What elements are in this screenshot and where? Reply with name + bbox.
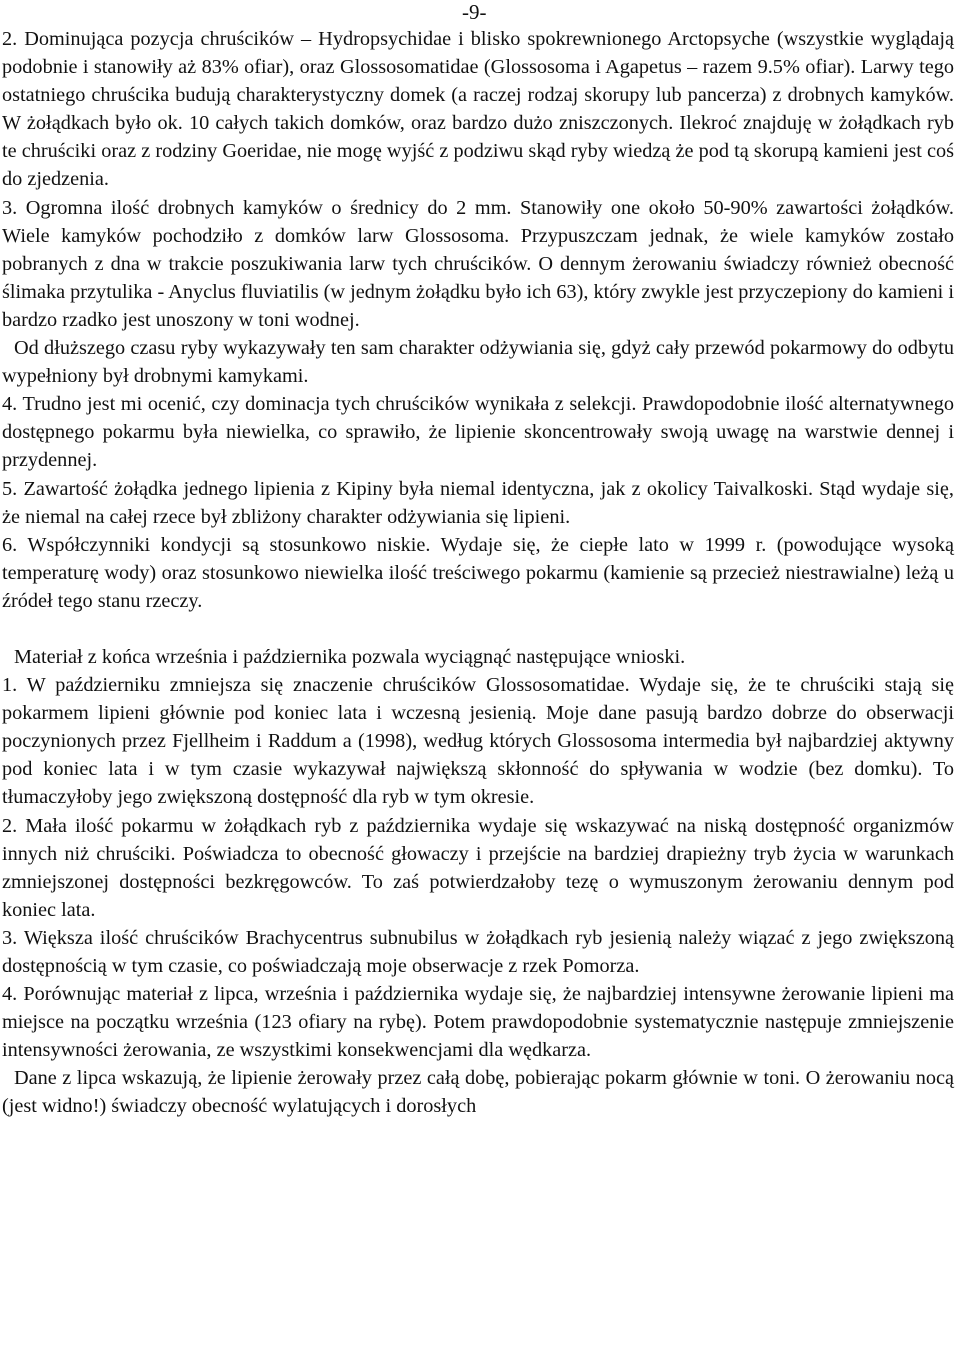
paragraph-point-3: 3. Ogromna ilość drobnych kamyków o średnicy do 2 mm. Stanowiły one około 50-90% zawartości żołądków. Wiele kamyków pochodziło z domków larw Glossosoma. Przypuszczam jednak, że wiele kamyków zostało pobranych z dna w trakcie poszukiwania larw tych chruścików. O dennym żerowaniu świadczy również obecność ślimaka przytulika - Anyclus fluviatilis (w jednym żołądku było ich 63), który zwykle jest przyczepiony do kamieni i bardzo rzadko jest unoszony w toni wodnej. (2, 196, 954, 331)
paragraph-digestive-tract: Od dłuższego czasu ryby wykazywały ten sam charakter odżywiania się, gdyż cały przewód pokarmowy do odbytu wypełniony był drobnymi kamykami. (2, 337, 954, 388)
paragraph-autumn-point-3: 3. Większa ilość chruścików Brachycentrus subnubilus w żołądkach ryb jesienią należy wiązać z jego zwiększoną dostępnością w tym czasie, co poświadczają moje obserwacje z rzek Pomorza. (2, 926, 954, 977)
section-spacer (2, 615, 954, 643)
page-number: -9- (462, 0, 487, 24)
paragraph-point-2: 2. Dominująca pozycja chruścików – Hydropsychidae i blisko spokrewnionego Arctopsyche (wszystkie wyglądają podobnie i stanowiły aż 83% ofiar), oraz Glossosomatidae (Glossosoma i Agapetus – razem 9.5% ofiar). Larwy tego ostatniego chruścika budują charakterystyczny domek (a raczej rodzaj skorupy lub pancerza) z drobnych kamyków. W żołądkach było ok. 10 całych takich domków, oraz bardzo dużo zniszczonych. Ilekroć znajduję w żołądkach ryb te chruściki oraz z rodziny Goeridae, nie mogę wyjść z podziwu skąd ryby wiedzą że pod tą skorupą kamieni jest coś do zjedzenia. (2, 28, 954, 191)
paragraph-point-4: 4. Trudno jest mi ocenić, czy dominacja tych chruścików wynikała z selekcji. Prawdopodobnie ilość alternatywnego dostępnego pokarmu była niewielka, co sprawiło, że lipienie skoncentrowały swoją uwagę na warstwie dennej i przydennej. (2, 393, 954, 472)
document-body (2, 25, 954, 1121)
paragraph-autumn-point-4: 4. Porównując materiał z lipca, września i października wydaje się, że najbardziej intensywne żerowanie lipieni ma miejsce na początku września (123 ofiary na rybę). Potem prawdopodobnie systematycznie następuje zmniejszenie intensywności żerowania, ze wszystkimi konsekwencjami dla wędkarza. (2, 983, 954, 1062)
paragraph-july-data: Dane z lipca wskazują, że lipienie żerowały przez całą dobę, pobierając pokarm głównie w toni. O żerowaniu nocą (jest widno!) świadczy obecność wylatujących i dorosłych (2, 1067, 954, 1118)
paragraph-autumn-point-1: 1. W październiku zmniejsza się znaczenie chruścików Glossosomatidae. Wydaje się, że te chruściki stają się pokarmem lipieni głównie pod koniec lata i wczesną jesienią. Moje dane pasują bardzo dobrze do obserwacji poczynionych przez Fjellheim i Raddum a (1998), według których Glossosoma intermedia był najbardziej aktywny pod koniec lata i w tym czasie wykazywał największą skłonność do spływania w wodzie (bez domku). To tłumaczyłoby jego zwiększoną dostępność dla ryb w tym okresie. (2, 674, 954, 809)
paragraph-point-6: 6. Współczynniki kondycji są stosunkowo niskie. Wydaje się, że ciepłe lato w 1999 r. (powodujące wysoką temperaturę wody) oraz stosunkowo niewielka ilość treściwego pokarmu (kamienie są przecież niestrawialne) leżą u źródeł tego stanu rzeczy. (2, 533, 954, 612)
paragraph-autumn-point-2: 2. Mała ilość pokarmu w żołądkach ryb z października wydaje się wskazywać na niską dostępność organizmów innych niż chruściki. Poświadcza to obecność głowaczy i przejście na bardziej drapieżny tryb życia w warunkach zmniejszonej dostępności bezkręgowców. To zaś potwierdzałoby tezę o wymuszonym żerowaniu dennym pod koniec lata. (2, 814, 954, 921)
paragraph-autumn-intro: Materiał z końca września i października pozwala wyciągnąć następujące wnioski. (14, 645, 686, 668)
paragraph-point-5: 5. Zawartość żołądka jednego lipienia z Kipiny była niemal identyczna, jak z okolicy Taivalkoski. Stąd wydaje się, że niemal na całej rzece był zbliżony charakter odżywiania się lipieni. (2, 477, 954, 528)
